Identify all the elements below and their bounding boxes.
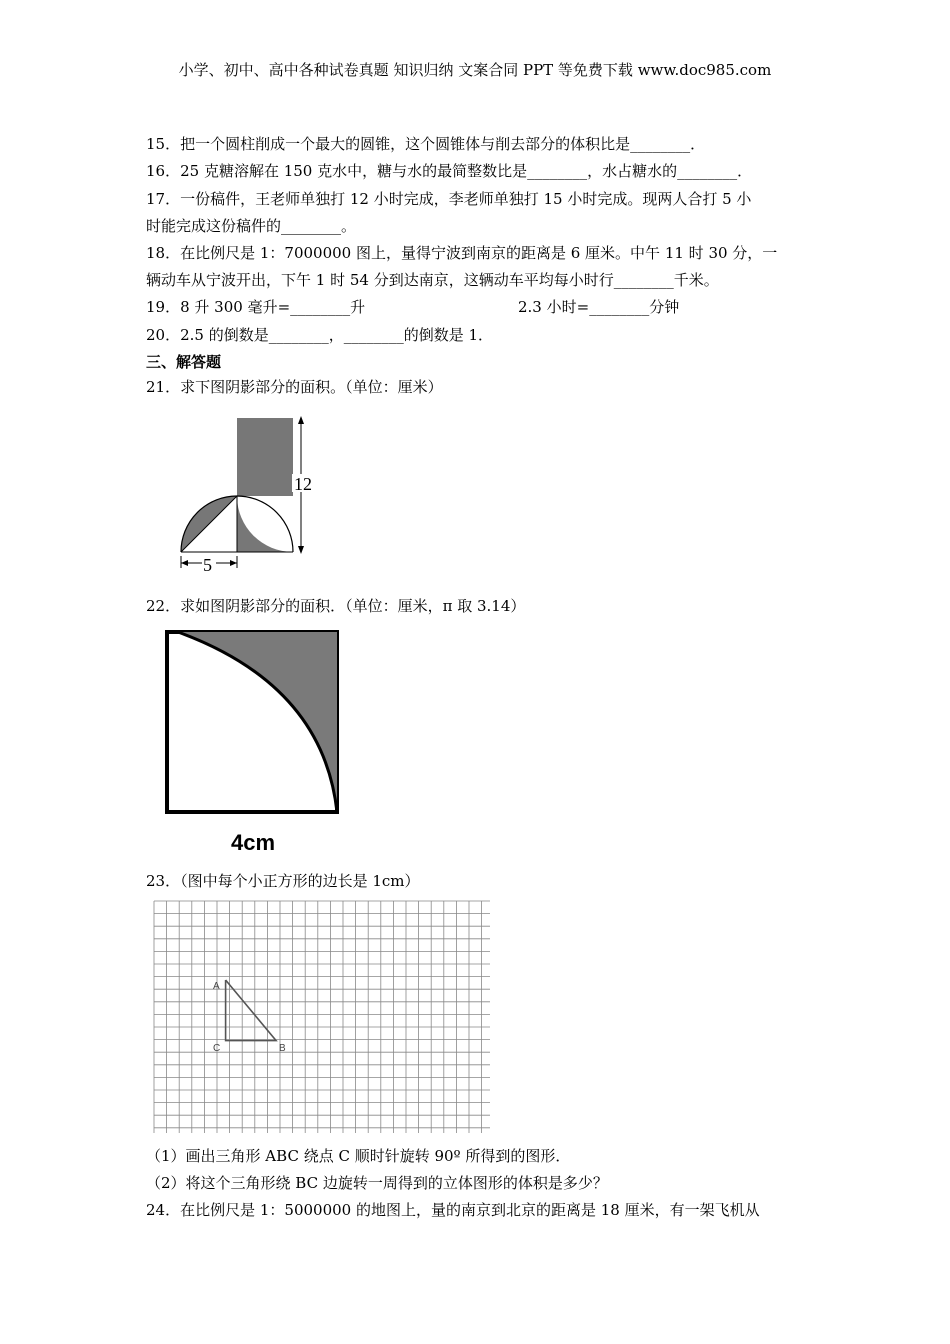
figure-22 (158, 625, 348, 857)
page-header: 小学、初中、高中各种试卷真题 知识归纳 文案合同 PPT 等免费下载 www.doc985.com (178, 61, 772, 79)
question-16: 16．25 克糖溶解在 150 克水中，糖与水的最简整数比是________，水占糖水的________． (146, 162, 753, 180)
height-label: 12 (294, 474, 312, 494)
question-15: 15．把一个圆柱削成一个最大的圆锥，这个圆锥体与削去部分的体积比是________． (146, 135, 706, 153)
label-b: B (279, 1043, 286, 1054)
question-18-cont: 辆动车从宁波开出，下午 1 时 54 分到达南京，这辆动车平均每小时行________千米。 (146, 271, 719, 289)
question-17-cont: 时能完成这份稿件的________。 (146, 217, 357, 235)
width-label: 5 (203, 555, 212, 575)
question-21: 21．求下图阴影部分的面积。（单位：厘米） (146, 378, 443, 396)
section-title: 三、解答题 (146, 353, 222, 371)
question-17: 17．一份稿件，王老师单独打 12 小时完成，李老师单独打 15 小时完成。现两人合打 5 小 (146, 190, 752, 208)
question-23: 23．（图中每个小正方形的边长是 1cm） (146, 872, 420, 890)
label-a: A (213, 981, 220, 992)
question-23-part2: （2）将这个三角形绕 BC 边旋转一周得到的立体图形的体积是多少？ (146, 1174, 608, 1192)
question-19b: 2.3 小时=________分钟 (518, 298, 680, 316)
question-22: 22．求如图阴影部分的面积．（单位：厘米，π 取 3.14） (146, 597, 526, 615)
question-24: 24．在比例尺是 1：5000000 的地图上，量的南京到北京的距离是 18 厘米，有一架飞机从 (146, 1201, 760, 1219)
side-label: 4cm (231, 830, 276, 855)
question-20: 20．2.5 的倒数是________，________的倒数是 1． (146, 326, 494, 344)
grid-lines (154, 901, 490, 1133)
question-19a: 19．8 升 300 毫升=________升 (146, 298, 366, 316)
figure-21 (172, 410, 332, 575)
question-23-part1: （1）画出三角形 ABC 绕点 C 顺时针旋转 90º 所得到的图形． (146, 1147, 571, 1165)
label-c: C (213, 1043, 221, 1054)
figure-23-grid (150, 897, 495, 1137)
question-18: 18．在比例尺是 1：7000000 图上，量得宁波到南京的距离是 6 厘米。中午 11 时 30 分，一 (146, 244, 778, 262)
